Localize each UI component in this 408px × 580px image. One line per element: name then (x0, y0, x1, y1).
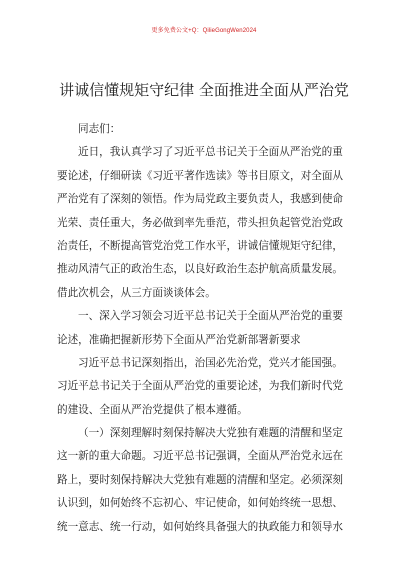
body-line: 要论述，仔细研读《习近平著作选读》等书目原文，对全面从 (57, 169, 344, 182)
body-line: 这一新的重大命题。习近平总书记强调，全面从严治党永远在 (57, 450, 344, 463)
body-line: 推动风清气正的政治生态，以良好政治生态护航高质量发展。 (57, 263, 344, 276)
watermark-text: 更多免费公文+Q：QilieGongWen2024 (151, 28, 257, 34)
body-line: 的建设、全面从严治党提供了根本遵循。 (57, 403, 248, 416)
body-line: 光荣、责任重大，务必做到率先垂范，带头担负起管党治党政 (57, 216, 344, 229)
body-line: 严治党有了深刻的领悟。作为局党政主要负责人，我感到使命 (57, 193, 344, 206)
body-line: 习近平总书记深刻指出，治国必先治党，党兴才能国强。 (78, 356, 343, 369)
document-title: 讲诚信懂规矩守纪律 全面推进全面从严治党 (59, 81, 349, 99)
section-heading: 论述，准确把握新形势下全面从严治党新部署新要求 (57, 333, 301, 346)
body-line: 借此次机会，从三方面谈谈体会。 (57, 286, 216, 299)
document-body (57, 118, 357, 539)
body-line: 近日，我认真学习了习近平总书记关于全面从严治党的重 (78, 146, 343, 159)
body-line: 习近平总书记关于全面从严治党的重要论述，为我们新时代党 (57, 380, 344, 393)
body-line: 统一意志、统一行动，如何始终具备强大的执政能力和领导水 (57, 520, 344, 533)
salutation: 同志们： (78, 123, 121, 135)
body-line: 路上，要时刻保持解决大党独有难题的清醒和坚定。必须深刻 (57, 473, 344, 486)
section-heading: 一、深入学习领会习近平总书记关于全面从严治党的重要 (78, 310, 343, 323)
body-line: 认识到，如何始终不忘初心、牢记使命，如何始终统一思想、 (57, 497, 344, 510)
body-line: 治责任，不断提高管党治党工作水平，讲诚信懂规矩守纪律， (57, 239, 344, 252)
subsection-line: （一）深刻理解时刻保持解决大党独有难题的清醒和坚定 (78, 427, 343, 440)
